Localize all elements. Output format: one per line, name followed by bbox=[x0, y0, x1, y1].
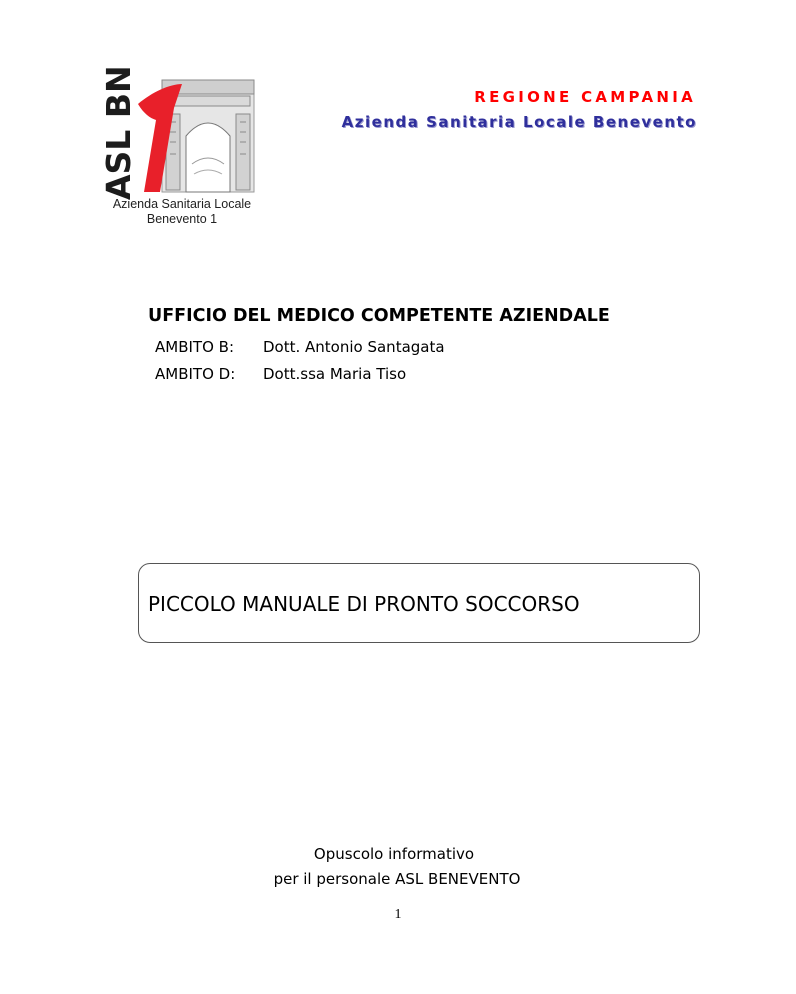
ambito-d-label: AMBITO D: bbox=[155, 365, 236, 383]
ambito-b-name: Dott. Antonio Santagata bbox=[263, 338, 445, 356]
azienda-heading: Azienda Sanitaria Locale Benevento bbox=[341, 113, 697, 131]
region-heading: REGIONE CAMPANIA bbox=[474, 88, 696, 106]
ambito-d-line bbox=[155, 365, 406, 383]
booklet-line1: Opuscolo informativo bbox=[313, 845, 475, 863]
asl-bn-logo bbox=[99, 65, 262, 226]
logo-caption-line2: Benevento 1 bbox=[146, 212, 218, 226]
ambito-b-line bbox=[155, 338, 445, 356]
booklet-line2: per il personale ASL BENEVENTO bbox=[273, 870, 521, 888]
office-title: UFFICIO DEL MEDICO COMPETENTE AZIENDALE bbox=[148, 306, 610, 326]
ambito-d-name: Dott.ssa Maria Tiso bbox=[263, 365, 407, 383]
main-title: PICCOLO MANUALE DI PRONTO SOCCORSO bbox=[148, 592, 580, 616]
ambito-b-label: AMBITO B: bbox=[155, 338, 234, 356]
page-number: 1 bbox=[394, 907, 402, 922]
logo-vertical-text: ASL BN bbox=[99, 65, 138, 200]
logo-caption-line1: Azienda Sanitaria Locale bbox=[112, 197, 252, 211]
